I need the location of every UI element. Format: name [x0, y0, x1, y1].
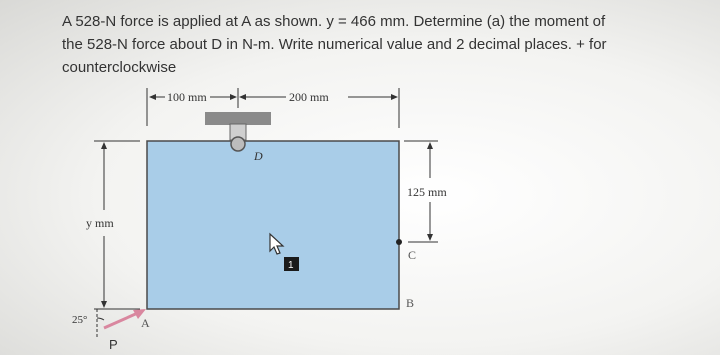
label-B: B: [406, 296, 415, 310]
point-C: [396, 239, 402, 245]
label-D: D: [254, 149, 263, 163]
pin-D: [231, 137, 245, 151]
question-line-1: A 528-N force is applied at A as shown. y = 466 mm. Determine (a) the moment of: [62, 13, 606, 30]
arrowhead: [149, 94, 156, 100]
dim-label-200: 200 mm: [289, 90, 329, 104]
dim-label-y: y mm: [86, 216, 114, 230]
support-block: [205, 112, 271, 125]
question-line-2: the 528-N force about D in N-m. Write numerical value and 2 decimal places. + for: [62, 36, 607, 53]
angle-label: 25°: [72, 314, 88, 326]
rectangular-plate: [147, 141, 399, 309]
angle-arc: [97, 318, 104, 320]
force-arrow-line: [104, 312, 140, 328]
dim-label-125: 125 mm: [407, 185, 447, 199]
arrowhead: [101, 142, 107, 149]
arrowhead: [427, 142, 433, 149]
question-line-3: counterclockwise: [62, 59, 177, 76]
arrowhead: [427, 234, 433, 241]
label-P: P: [109, 337, 118, 352]
arrowhead: [230, 94, 237, 100]
label-C: C: [408, 248, 417, 262]
dim-label-100: 100 mm: [167, 90, 207, 104]
arrowhead: [101, 301, 107, 308]
arrowhead: [239, 94, 246, 100]
arrowhead: [391, 94, 398, 100]
label-A: A: [141, 316, 150, 330]
marker-badge-label: 1: [288, 260, 294, 271]
